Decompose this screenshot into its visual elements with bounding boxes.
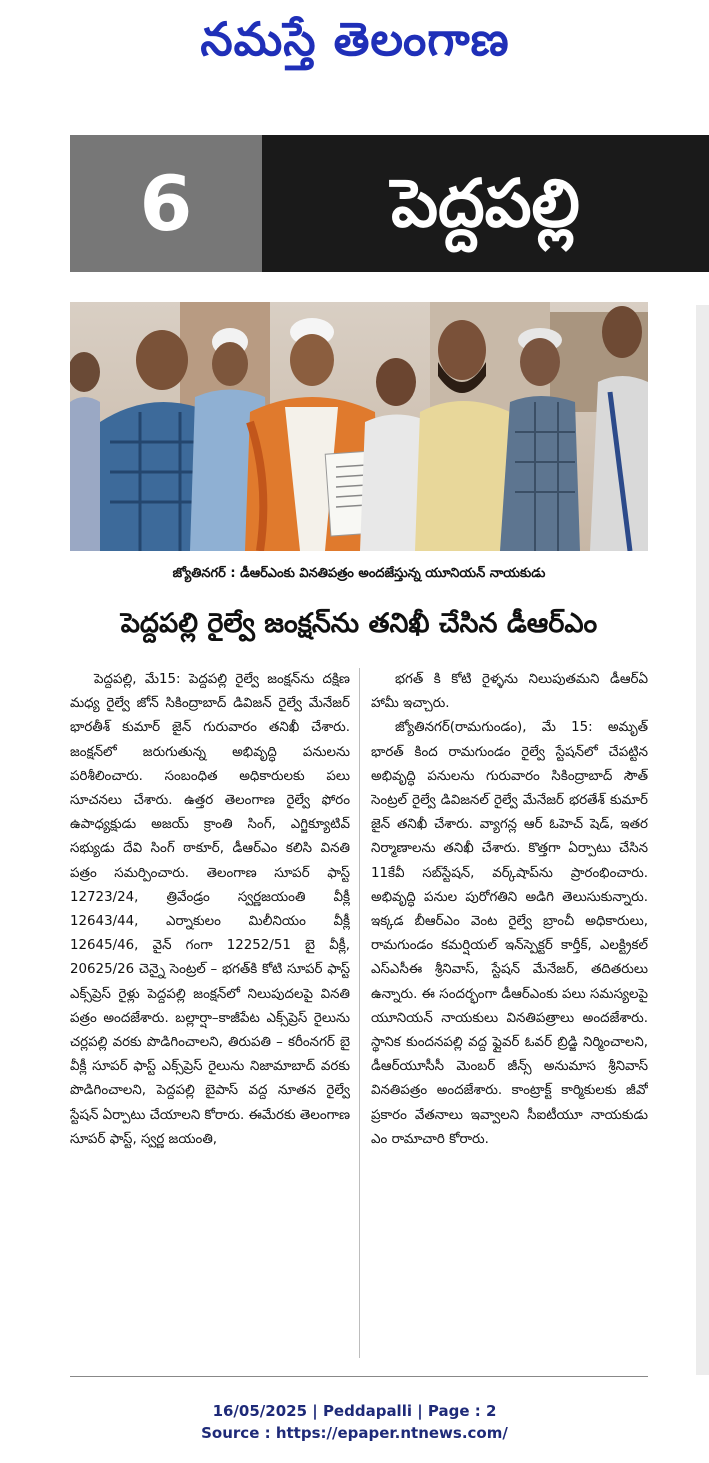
masthead (0, 0, 709, 80)
photo-caption: జ్యోతినగర్ : డీఆర్ఎంకు వినతిపత్రం అందజేస్తున్న యూనియన్ నాయకుడు (172, 566, 546, 581)
article-paragraph: భగత్ కి కోటి రైళ్ళను నిలుపుతమని డీఆర్ఏ హామీ ఇచ్చారు. (371, 672, 648, 712)
article-paragraph: పెద్దపల్లి, మే15: పెద్దపల్లి రైల్వే జంక్షన్‌ను దక్షిణ మధ్య రైల్వే జోన్ సికింద్రాబాద్ డివిజన్ రైల్వే మేనేజర్ భారతీశ్ కుమార్ జైన్ గురువారం తనిఖీ చేశారు. జంక్షన్‌లో జరుగుతున్న అభివృద్ధి పనులను పరిశీలించారు. సంబంధిత అధికారులకు పలు సూచనలు చేశారు. ఉత్తర తెలంగాణ రైల్వే ఫోరం ఉపాధ్యక్షుడు అజయ్ క్రాంతి సింగ్, ఎగ్జిక్యూటివ్ సభ్యుడు దేవి సింగ్ ఠాకూర్, డీఆర్ఎం కలిసి వినతి పత్రం సమర్పించారు. తెలంగాణ సూపర్ ఫాస్ట్ 12723/24, త్రివేండ్రం స్వర్ణజయంతి వీక్లీ 12643/44, ఎర్నాకులం మిలీనియం వీక్లీ 12645/46, వైన్ గంగా 12252/51 బై వీక్లీ, 20625/26 చెన్నై సెంట్రల్ – భగత్‌కి కోటి సూపర్ ఫాస్ట్ ఎక్స్‌ప్రెస్ రైళ్లు పెద్దపల్లి జంక్షన్‌లో నిలుపుదలపై వినతి పత్రం అందజేశారు. బల్లార్షా–కాజీపేట ఎక్స్‌ప్రెస్ రైలును చర్లపల్లి వరకు పొడిగించాలని, తిరుపతి – కరీంనగర్ బై వీక్లీ సూపర్ ఫాస్ట్ ఎక్స్‌ప్రెస్ రైలును నిజామాబాద్ వరకు పొడిగించాలని, పెద్దపల్లి బైపాస్ వద్ద నూతన రైల్వే స్టేషన్ ఏర్పాటు చేయాలని కోరారు. ఈమేరకు తెలంగాణ సూపర్ ఫాస్ట్, స్వర్ణ జయంతి, (70, 672, 350, 1147)
section-header (70, 135, 709, 272)
group-photo-illustration (70, 302, 648, 551)
article-column-left (70, 668, 350, 1368)
newspaper-logo: నమస్తే తెలంగాణ (200, 12, 510, 66)
page-edge-strip (696, 305, 709, 1375)
page-number: 6 (70, 135, 262, 272)
article-column-right (371, 668, 648, 1368)
footer-source-line: Source : https://epaper.ntnews.com/ (201, 1424, 508, 1442)
footer-date-line: 16/05/2025 | Peddapalli | Page : 2 (212, 1402, 497, 1420)
article-paragraph: జ్యోతినగర్(రామగుండం), మే 15: అమృత్ భారత్ కింద రామగుండం రైల్వే స్టేషన్‌లో చేపట్టిన అభివృద్ధి పనులను గురువారం సికింద్రాబాద్ సౌత్ సెంట్రల్ రైల్వే డివిజనల్ రైల్వే మేనేజర్ భరతేశ్ కుమార్ జైన్ తనిఖీ చేశారు. వ్యాగన్ల ఆర్ ఓహెచ్ షెడ్, ఇతర నిర్మాణాలను తనిఖీ చేశారు. కొత్తగా ఏర్పాటు చేసిన 11కేవీ సబ్‌స్టేషన్, వర్క్‌షాప్‌ను ప్రారంభించారు. అభివృద్ధి పనుల పురోగతిని అడిగి తెలుసుకున్నారు. ఇక్కడ బీఆర్ఎం వెంట రైల్వే బ్రాంచీ అధికారులు, రామగుండం కమర్షియల్ ఇన్‌స్పెక్టర్ కార్తీక్, ఎలక్ట్రికల్ ఎస్ఎసీఈ శ్రీనివాస్, స్టేషన్ మేనేజర్, తదితరులు ఉన్నారు. ఈ సందర్భంగా డీఆర్ఎంకు పలు సమస్యలపై యూనియన్ నాయకులు వినతిపత్రాలు అందజేశారు. స్థానిక కుందనపల్లి వద్ద ఫ్లైవర్ ఓవర్ బ్రిడ్జి నిర్మించాలని, డీఆర్‌యూసీసీ మెంబర్ జీన్స్ అనుమాస శ్రీనివాస్ వినతిపత్రం అందజేశారు. కాంట్రాక్ట్ కార్మికులకు జీవో ప్రకారం వేతనాలు ఇవ్వాలని సీఐటీయూ నాయకుడు ఎం రామాచారి కోరారు. (371, 720, 648, 1147)
news-photo (70, 302, 648, 551)
article-headline: పెద్దపల్లి రైల్వే జంక్షన్‌ను తనిఖీ చేసిన డీఆర్ఎం (120, 608, 598, 639)
column-divider (359, 668, 360, 1358)
footer (0, 1400, 709, 1444)
section-title: పెద్దపల్లి (262, 135, 709, 272)
bottom-divider (70, 1376, 648, 1377)
